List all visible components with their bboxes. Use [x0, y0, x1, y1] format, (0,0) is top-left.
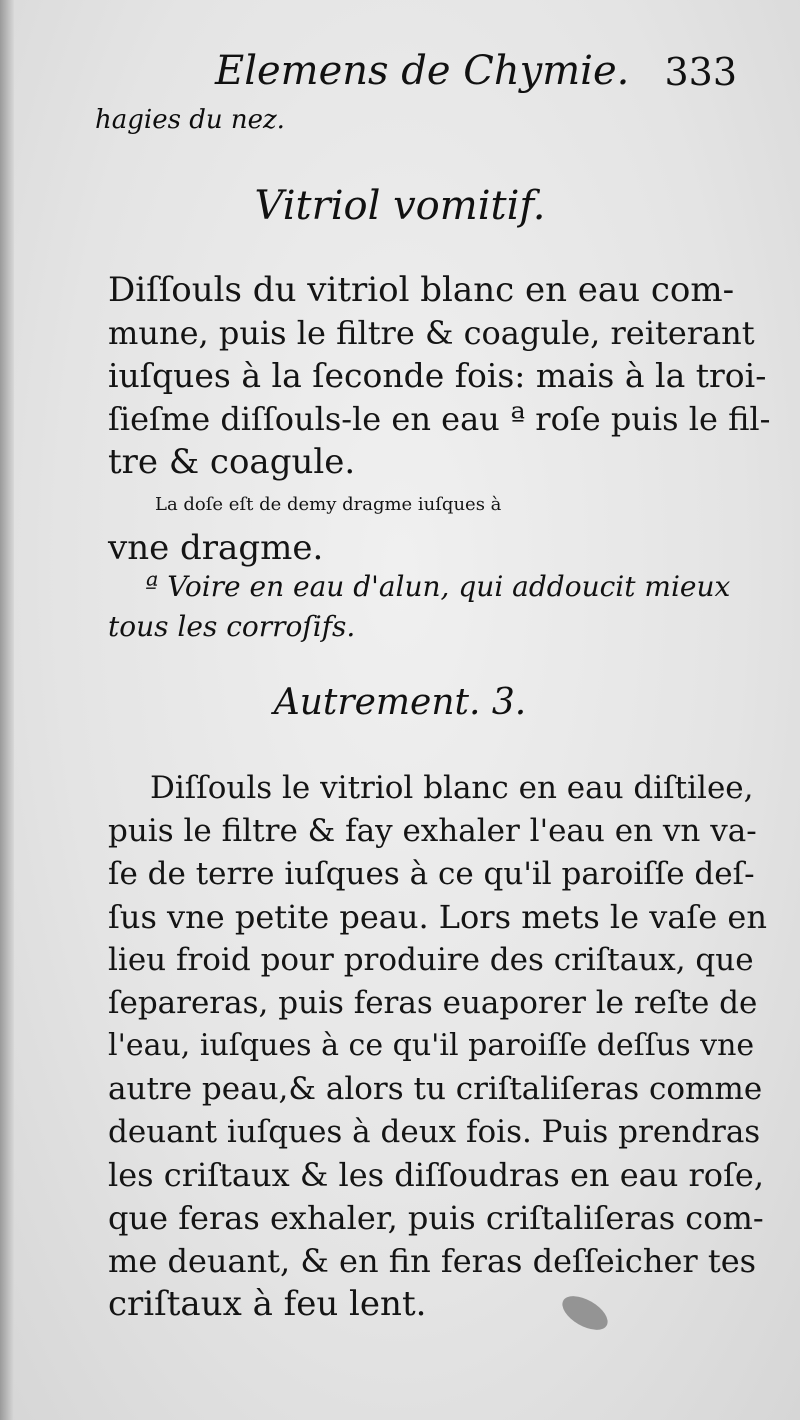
- body-line: l'eau, iuſques à ce qu'il paroiſſe deſſus vne: [108, 1028, 755, 1063]
- body-line: lieu froid pour produire des criſtaux, que: [108, 942, 754, 978]
- body-line: La doſe eſt de demy dragme iuſques à: [155, 494, 502, 515]
- body-line: tre & coagule.: [108, 442, 356, 482]
- section-title-vitriol-vomitif: Vitriol vomitif.: [254, 183, 546, 229]
- running-title: Elemens de Chymie.: [215, 48, 630, 94]
- body-line: puis le filtre & fay exhaler l'eau en vn va-: [108, 813, 757, 849]
- body-line: Diſſouls le vitriol blanc en eau diſtilee,: [150, 770, 754, 806]
- page-header: [215, 40, 745, 110]
- page-number: 333: [664, 50, 737, 94]
- body-line: vne dragme.: [108, 528, 324, 568]
- body-line: ſe de terre iuſques à ce qu'il paroiſſe deſ-: [108, 856, 755, 892]
- marginal-note-line: tous les corroſifs.: [108, 610, 356, 643]
- body-line: les criſtaux & les diſſoudras en eau roſe,: [108, 1156, 765, 1194]
- body-line: autre peau,& alors tu criſtaliſeras comme: [108, 1071, 763, 1107]
- body-line: que feras exhaler, puis criſtaliſeras com-: [108, 1199, 764, 1237]
- continued-text-fragment: hagies du nez.: [95, 105, 285, 135]
- body-line: criſtaux à feu lent.: [108, 1284, 427, 1324]
- body-line: me deuant, & en fin feras deſſeicher tes: [108, 1242, 757, 1280]
- body-line: iuſques à la ſeconde fois: mais à la troi-: [108, 356, 767, 395]
- body-line: ſepareras, puis feras euaporer le reſte de: [108, 985, 758, 1021]
- body-line: deuant iuſques à deux fois. Puis prendras: [108, 1114, 761, 1150]
- body-line: ſieſme diſſouls-le en eau ª roſe puis le fil-: [108, 400, 771, 438]
- body-line: ſus vne petite peau. Lors mets le vaſe en: [108, 898, 767, 936]
- body-line: mune, puis le filtre & coagule, reiterant: [108, 314, 755, 352]
- body-line: Diſſouls du vitriol blanc en eau com-: [108, 270, 735, 310]
- section-title-autrement: Autrement. 3.: [273, 682, 527, 723]
- marginal-note-line: ª Voire en eau d'alun, qui addoucit mieux: [145, 570, 731, 603]
